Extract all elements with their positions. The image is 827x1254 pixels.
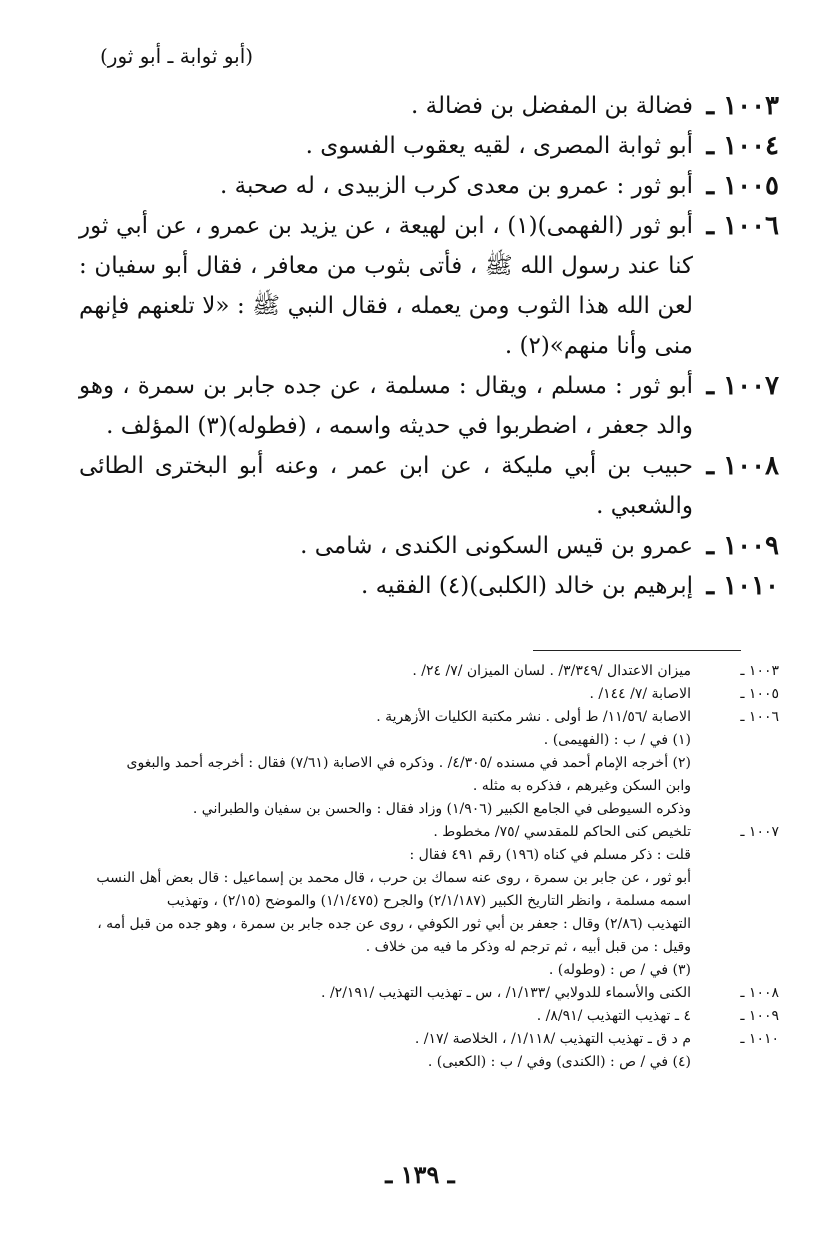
entry-1009 <box>79 526 779 566</box>
footnote-line: أبو ثور ، عن جابر بن سمرة ، روى عنه سماك بن حرب ، قال محمد بن إسماعيل : قال بعض أهل النسب <box>96 870 691 886</box>
footnote-line: تلخيص كنى الحاكم للمقدسي /٧٥/ مخطوط . <box>433 824 691 840</box>
entry-text: أبو ثور : مسلم ، ويقال : مسلمة ، عن جده جابر بن سمرة ، وهو والد جعفر ، اضطربوا في حديثه واسمه ، (فطوله)(٣) المؤلف . <box>79 373 693 439</box>
footnote-line: التهذيب (٢/٨٦) وقال : جعفر بن أبي ثور الكوفي ، روى عن جده جابر بن سمرة ، وهو جده من قبل أمه ، <box>97 916 691 932</box>
footnote-line: الاصابة /١١/٥٦/ ط أولى . نشر مكتبة الكليات الأزهرية . <box>376 709 691 725</box>
footnote-line: (٤) في / ص : (الكندى) وفي / ب : (الكعبى) . <box>427 1054 691 1070</box>
footnote-number: ١٠٠٣ ـ <box>740 663 779 679</box>
page-number: ـ ١٣٩ ـ <box>385 1160 455 1189</box>
footnote-line: وذكره السيوطى في الجامع الكبير (١/٩٠٦) وزاد فقال : والحسن بن سفيان والطبراني . <box>192 801 691 817</box>
footnote-line: اسمه مسلمة ، وانظر التاريخ الكبير (٢/١/١٨٧) والجرح (١/١/٤٧٥) والموضح (٢/١٥) ، وتهذيب <box>166 893 691 909</box>
footnote-1006 <box>79 706 779 821</box>
footnote-number: ١٠١٠ ـ <box>740 1031 779 1047</box>
entry-1004 <box>79 126 779 166</box>
footnote-line: وقيل : من قبل أبيه ، ثم ترجم له وذكر ما فيه من خلاف . <box>365 939 691 955</box>
footnote-number: ١٠٠٧ ـ <box>740 824 779 840</box>
footnote-1005 <box>79 683 779 706</box>
entry-text: فضالة بن المفضل بن فضالة . <box>411 93 693 119</box>
footnote-line: الكنى والأسماء للدولابي /١/١٣٣/ ، س ـ تهذيب التهذيب /٢/١٩١/ . <box>321 985 691 1001</box>
entry-text: أبو ثور (الفهمى)(١) ، ابن لهيعة ، عن يزيد بن عمرو ، عن أبي ثور كنا عند رسول الله ﷺ ، فأتى بثوب من معافر ، فقال أبو سفيان : لعن الله هذا الثوب ومن يعمله ، فقال النبي ﷺ : «لا تلعنهم فإنهم منى وأنا منهم»(٢) . <box>79 213 693 359</box>
entry-text: إبرهيم بن خالد (الكلبى)(٤) الفقيه . <box>361 573 693 599</box>
footnote-line: الاصابة /٧/ ١٤٤/ . <box>589 686 691 702</box>
entry-number: ١٠٠٦ ـ <box>706 211 779 241</box>
footnote-line: م د ق ـ تهذيب التهذيب /١/١١٨/ ، الخلاصة /١٧/ . <box>414 1031 691 1047</box>
footnote-line: ميزان الاعتدال /٣/٣٤٩/ . لسان الميزان /٧/ ٢٤/ . <box>412 663 691 679</box>
running-header: (أبو ثوابة ـ أبو ثور) <box>100 44 254 68</box>
footnotes <box>79 660 779 1074</box>
entry-number: ١٠٠٣ ـ <box>706 91 779 121</box>
entry-text: أبو ثوابة المصرى ، لقيه يعقوب الفسوى . <box>305 133 693 159</box>
footnote-line: قلت : ذكر مسلم في كناه (١٩٦) رقم ٤٩١ فقال : <box>409 847 691 863</box>
entry-number: ١٠١٠ ـ <box>706 571 779 601</box>
entry-text: أبو ثور : عمرو بن معدى كرب الزبيدى ، له صحبة . <box>220 173 693 199</box>
footnote-line: ٤ ـ تهذيب التهذيب /٨/٩١/ . <box>536 1008 691 1024</box>
footnote-1010 <box>79 1028 779 1074</box>
entry-text: عمرو بن قيس السكونى الكندى ، شامى . <box>300 533 693 559</box>
footnote-1008 <box>79 982 779 1005</box>
footnote-line: (٣) في / ص : (وطوله) . <box>548 962 691 978</box>
entry-1008 <box>79 446 779 526</box>
entry-1005 <box>79 166 779 206</box>
footnote-line: (١) في / ب : (الفهيمى) . <box>543 732 691 748</box>
footnote-number: ١٠٠٩ ـ <box>740 1008 779 1024</box>
footnote-number: ١٠٠٨ ـ <box>740 985 779 1001</box>
footnote-number: ١٠٠٦ ـ <box>740 709 779 725</box>
footnote-1009 <box>79 1005 779 1028</box>
entry-number: ١٠٠٨ ـ <box>706 451 779 481</box>
footnote-number: ١٠٠٥ ـ <box>740 686 779 702</box>
entry-1010 <box>79 566 779 606</box>
entry-number: ١٠٠٧ ـ <box>706 371 779 401</box>
entry-number: ١٠٠٤ ـ <box>706 131 779 161</box>
entry-number: ١٠٠٥ ـ <box>706 171 779 201</box>
footnote-1003 <box>79 660 779 683</box>
entry-1003 <box>79 86 779 126</box>
footnote-divider <box>533 650 741 651</box>
entry-list <box>79 86 779 606</box>
entry-number: ١٠٠٩ ـ <box>706 531 779 561</box>
footnote-line: وابن السكن وغيرهم ، فذكره به مثله . <box>472 778 691 794</box>
entry-1006 <box>79 206 779 366</box>
footnote-1007 <box>79 821 779 982</box>
footnote-line: (٢) أخرجه الإمام أحمد في مسنده /٤/٣٠٥/ . وذكره في الاصابة (٧/٦١) فقال : أخرجه أحمد والبغوى <box>126 755 691 771</box>
entry-text: حبيب بن أبي مليكة ، عن ابن عمر ، وعنه أبو البخترى الطائى والشعبي . <box>79 453 693 519</box>
entry-1007 <box>79 366 779 446</box>
